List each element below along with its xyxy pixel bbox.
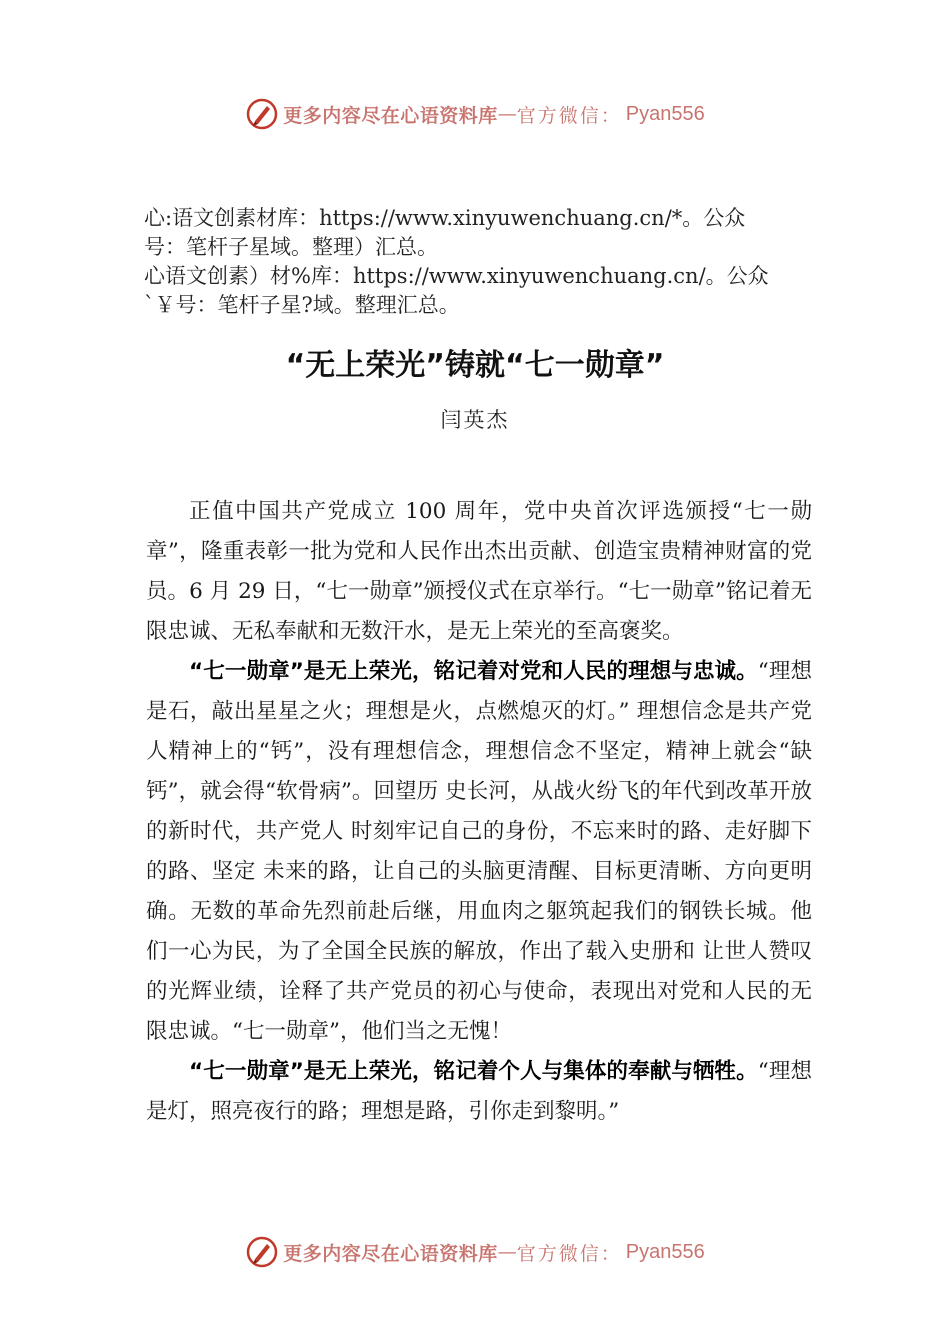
banner-wechat-id: Pyan556: [625, 102, 705, 125]
paragraph-1: 正值中国共产党成立 100 周年，党中央首次评选颁授“七一勋章”，隆重表彰一批为党和人民作出杰出贡献、创造宝贵精神财富的党员。6 月 29 日，“七一勋章”颁授仪式在京举行。“七一勋章”铭记着无限忠诚、无私奉献和无数汗水，是无上荣光的至高褒奖。: [146, 499, 812, 644]
pen-logo-icon: [245, 97, 279, 131]
paragraph-2: [146, 652, 812, 1052]
source-notes: [144, 204, 844, 320]
footer-banner: [0, 1232, 950, 1272]
article-title: “无上荣光”铸就“七一勋章”: [285, 348, 665, 383]
banner-wechat-label: 官方微信：: [516, 1242, 622, 1265]
banner-text: 更多内容尽在心语资料库: [283, 104, 498, 127]
pen-logo-icon: [245, 1235, 279, 1269]
banner-text: 更多内容尽在心语资料库: [283, 1242, 498, 1265]
paragraph-3-heading: “七一勋章”是无上荣光，铭记着个人与集体的奉献与牺牲。: [189, 1059, 758, 1084]
paragraph-2-heading: “七一勋章”是无上荣光，铭记着对党和人民的理想与忠诚。: [189, 659, 758, 684]
banner-wechat-label: 官方微信：: [516, 104, 622, 127]
banner-wechat-id: Pyan556: [625, 1240, 705, 1263]
article-author: 闫英杰: [440, 408, 510, 432]
article-body: [146, 492, 812, 1132]
note-line: 号：笔杆子星域。整理）汇总。: [144, 235, 438, 259]
header-banner: [0, 94, 950, 134]
banner-separator: —: [497, 103, 517, 125]
paragraph-3-text: “理想是灯，照亮夜行的路；理想是路，引你走到黎明。”: [146, 1059, 812, 1124]
note-line: 心语文创素）材%库：https://www.xinyuwenchuang.cn/。公众: [144, 264, 769, 288]
paragraph-3: [146, 1052, 812, 1132]
note-line: 心:语文创素材库：https://www.xinyuwenchuang.cn/*。公众: [144, 206, 746, 230]
banner-separator: —: [497, 1241, 517, 1263]
paragraph-2-text: “理想是石，敲出星星之火；理想是火，点燃熄灭的灯。” 理想信念是共产党人精神上的“钙”，没有理想信念，理想信念不坚定，精神上就会“缺钙”，就会得“软骨病”。回望历 史长河，从战火纷飞的年代到改革开放的新时代，共产党人 时刻牢记自己的身份，不忘来时的路、走好脚下的路、坚定 未来的路，让自己的头脑更清醒、目标更清晰、方向更明确。无数的革命先烈前赴后继，用血肉之躯筑起我们的钢铁长城。他们一心为民，为了全国全民族的解放，作出了载入史册和 让世人赞叹的光辉业绩，诠释了共产党员的初心与使命，表现出对党和人民的无限忠诚。“七一勋章”，他们当之无愧！: [146, 659, 812, 1044]
note-line: `￥号：笔杆子星?域。整理汇总。: [144, 293, 460, 317]
